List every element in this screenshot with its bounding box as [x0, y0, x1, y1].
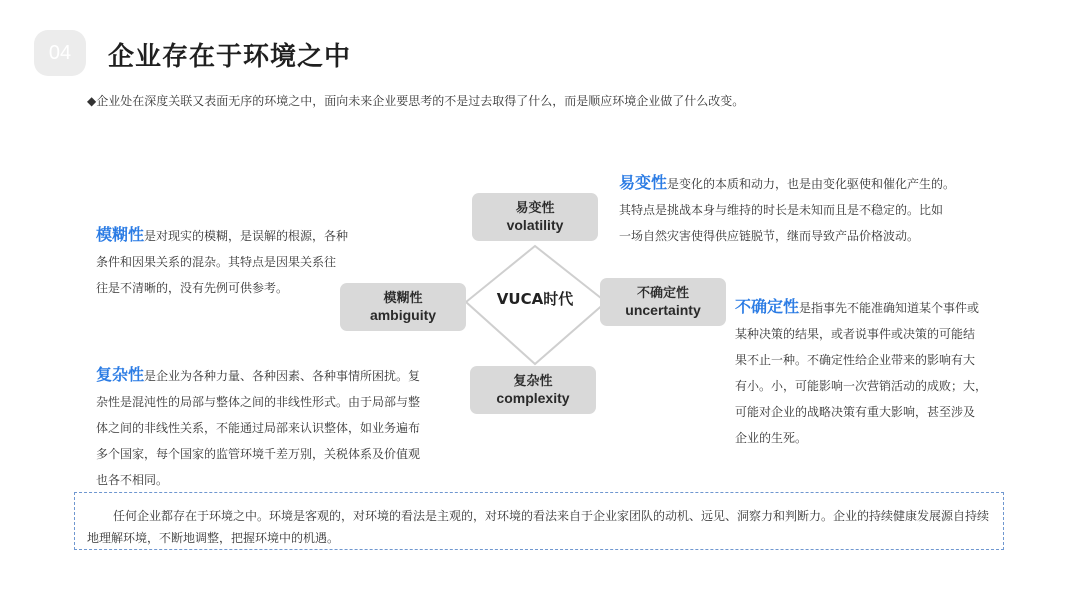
desc-uncertainty-line: 企业的生死。	[735, 431, 808, 445]
desc-volatility-line: 是变化的本质和动力，也是由变化驱使和催化产生的。	[667, 177, 956, 191]
desc-uncertainty-line: 有小。小，可能影响一次营销活动的成败；大，	[735, 379, 988, 393]
desc-ambiguity	[96, 222, 348, 301]
desc-complexity-line: 杂性是混沌性的局部与整体之间的非线性形式。由于局部与整	[96, 395, 421, 409]
desc-volatility-line: 其特点是挑战本身与维持的时长是未知而且是不稳定的。比如	[619, 203, 944, 217]
section-number-badge: 04	[34, 30, 86, 76]
node-ambiguity-en: ambiguity	[369, 307, 437, 323]
node-volatility	[472, 193, 598, 241]
desc-ambiguity-line: 是对现实的模糊，是误解的根源，各种	[144, 229, 349, 243]
node-uncertainty-zh: 不确定性	[636, 286, 689, 301]
term-volatility: 易变性	[619, 173, 668, 192]
desc-complexity-line: 体之间的非线性关系，不能通过局部来认识整体，如业务遍布	[96, 421, 421, 435]
desc-complexity-line: 多个国家，每个国家的监管环境千差万别，关税体系及价值观	[96, 447, 421, 461]
summary-box: 任何企业都存在于环境之中。环境是客观的，对环境的看法是主观的，对环境的看法来自于企业家团队的动机、远见、洞察力和判断力。企业的持续健康发展源自持续地理解环境，不断地调整，把握环境中的机遇。	[74, 492, 1004, 550]
desc-ambiguity-line: 往是不清晰的，没有先例可供参考。	[96, 281, 289, 295]
desc-volatility-line: 一场自然灾害使得供应链脱节，继而导致产品价格波动。	[619, 229, 920, 243]
desc-complexity-line: 是企业为各种力量、各种因素、各种事情所困扰。复	[144, 369, 421, 383]
desc-complexity-line: 也各不相同。	[96, 473, 169, 487]
desc-complexity	[96, 362, 420, 493]
node-ambiguity-zh: 模糊性	[383, 291, 423, 306]
node-complexity-en: complexity	[496, 390, 570, 406]
node-uncertainty	[600, 278, 726, 326]
node-volatility-zh: 易变性	[515, 201, 555, 216]
desc-uncertainty-line: 某种决策的结果，或者说事件或决策的可能结	[735, 327, 976, 341]
node-ambiguity	[340, 283, 466, 331]
page-title: 企业存在于环境之中	[108, 42, 352, 72]
center-label: VUCA时代	[496, 290, 574, 308]
desc-ambiguity-line: 条件和因果关系的混杂。其特点是因果关系往	[96, 255, 337, 269]
desc-uncertainty	[735, 294, 987, 451]
node-volatility-en: volatility	[506, 217, 564, 233]
term-uncertainty: 不确定性	[735, 297, 800, 316]
node-complexity-zh: 复杂性	[513, 374, 553, 389]
node-complexity	[470, 366, 596, 414]
node-uncertainty-en: uncertainty	[625, 302, 701, 318]
lead-text: ◆企业处在深度关联又表面无序的环境之中，面向未来企业要思考的不是过去取得了什么，而是顺应环境企业做了什么改变。	[87, 94, 745, 108]
desc-uncertainty-line: 是指事先不能准确知道某个事件或	[799, 301, 980, 315]
term-complexity: 复杂性	[96, 365, 145, 384]
desc-uncertainty-line: 果不止一种。不确定性给企业带来的影响有大	[735, 353, 976, 367]
desc-uncertainty-line: 可能对企业的战略决策有重大影响，甚至涉及	[735, 405, 976, 419]
term-ambiguity: 模糊性	[96, 225, 145, 244]
desc-volatility	[619, 170, 955, 249]
